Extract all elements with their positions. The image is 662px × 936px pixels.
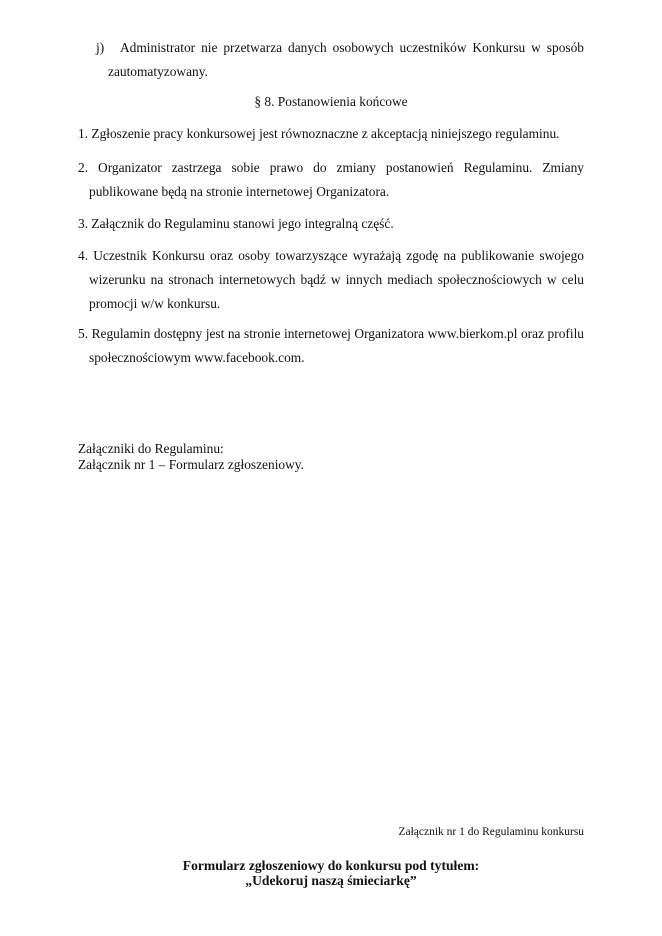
paragraph-3 (78, 212, 584, 236)
paragraph-2 (78, 156, 584, 204)
paragraph-2-line-1: 2. Organizator zastrzega sobie prawo do zmiany postanowień Regulaminu. Zmiany (78, 160, 584, 175)
attachments-header: Załączniki do Regulaminu: (78, 441, 224, 456)
section-heading: § 8. Postanowienia końcowe (254, 94, 408, 109)
list-item-j-line-2: zautomatyzowany. (108, 64, 208, 79)
paragraph-5-line-1: 5. Regulamin dostępny jest na stronie internetowej Organizatora www.bierkom.pl oraz profilu (78, 326, 584, 341)
paragraph-1 (78, 122, 584, 146)
list-item-j-line-1: Administrator nie przetwarza danych osobowych uczestników Konkursu w sposób (120, 40, 584, 55)
paragraph-1-line-1: 1. Zgłoszenie pracy konkursowej jest równoznaczne z akceptacją niniejszego regulaminu. (78, 126, 560, 141)
form-title-line-2: „Udekoruj naszą śmieciarkę” (245, 873, 417, 888)
paragraph-5 (78, 322, 584, 370)
paragraph-2-line-2: publikowane będą na stronie internetowej Organizatora. (89, 184, 390, 199)
form-title-line-1: Formularz zgłoszeniowy do konkursu pod tytułem: (182, 858, 480, 873)
attachment-note: Załącznik nr 1 do Regulaminu konkursu (398, 826, 584, 838)
paragraph-4 (78, 244, 584, 316)
paragraph-5-line-2: społecznościowym www.facebook.com. (89, 350, 305, 365)
paragraph-3-line-1: 3. Załącznik do Regulaminu stanowi jego integralną część. (78, 216, 394, 231)
list-item-j (96, 36, 584, 84)
paragraph-4-line-3: promocji w/w konkursu. (89, 296, 221, 311)
list-marker: j) (96, 40, 105, 55)
paragraph-4-line-2: wizerunku na stronach internetowych bądź w innych mediach społecznościowych w celu (89, 272, 584, 287)
paragraph-4-line-1: 4. Uczestnik Konkursu oraz osoby towarzyszące wyrażają zgodę na publikowanie swojego (78, 248, 584, 263)
attachments-item-1: Załącznik nr 1 – Formularz zgłoszeniowy. (78, 457, 304, 472)
